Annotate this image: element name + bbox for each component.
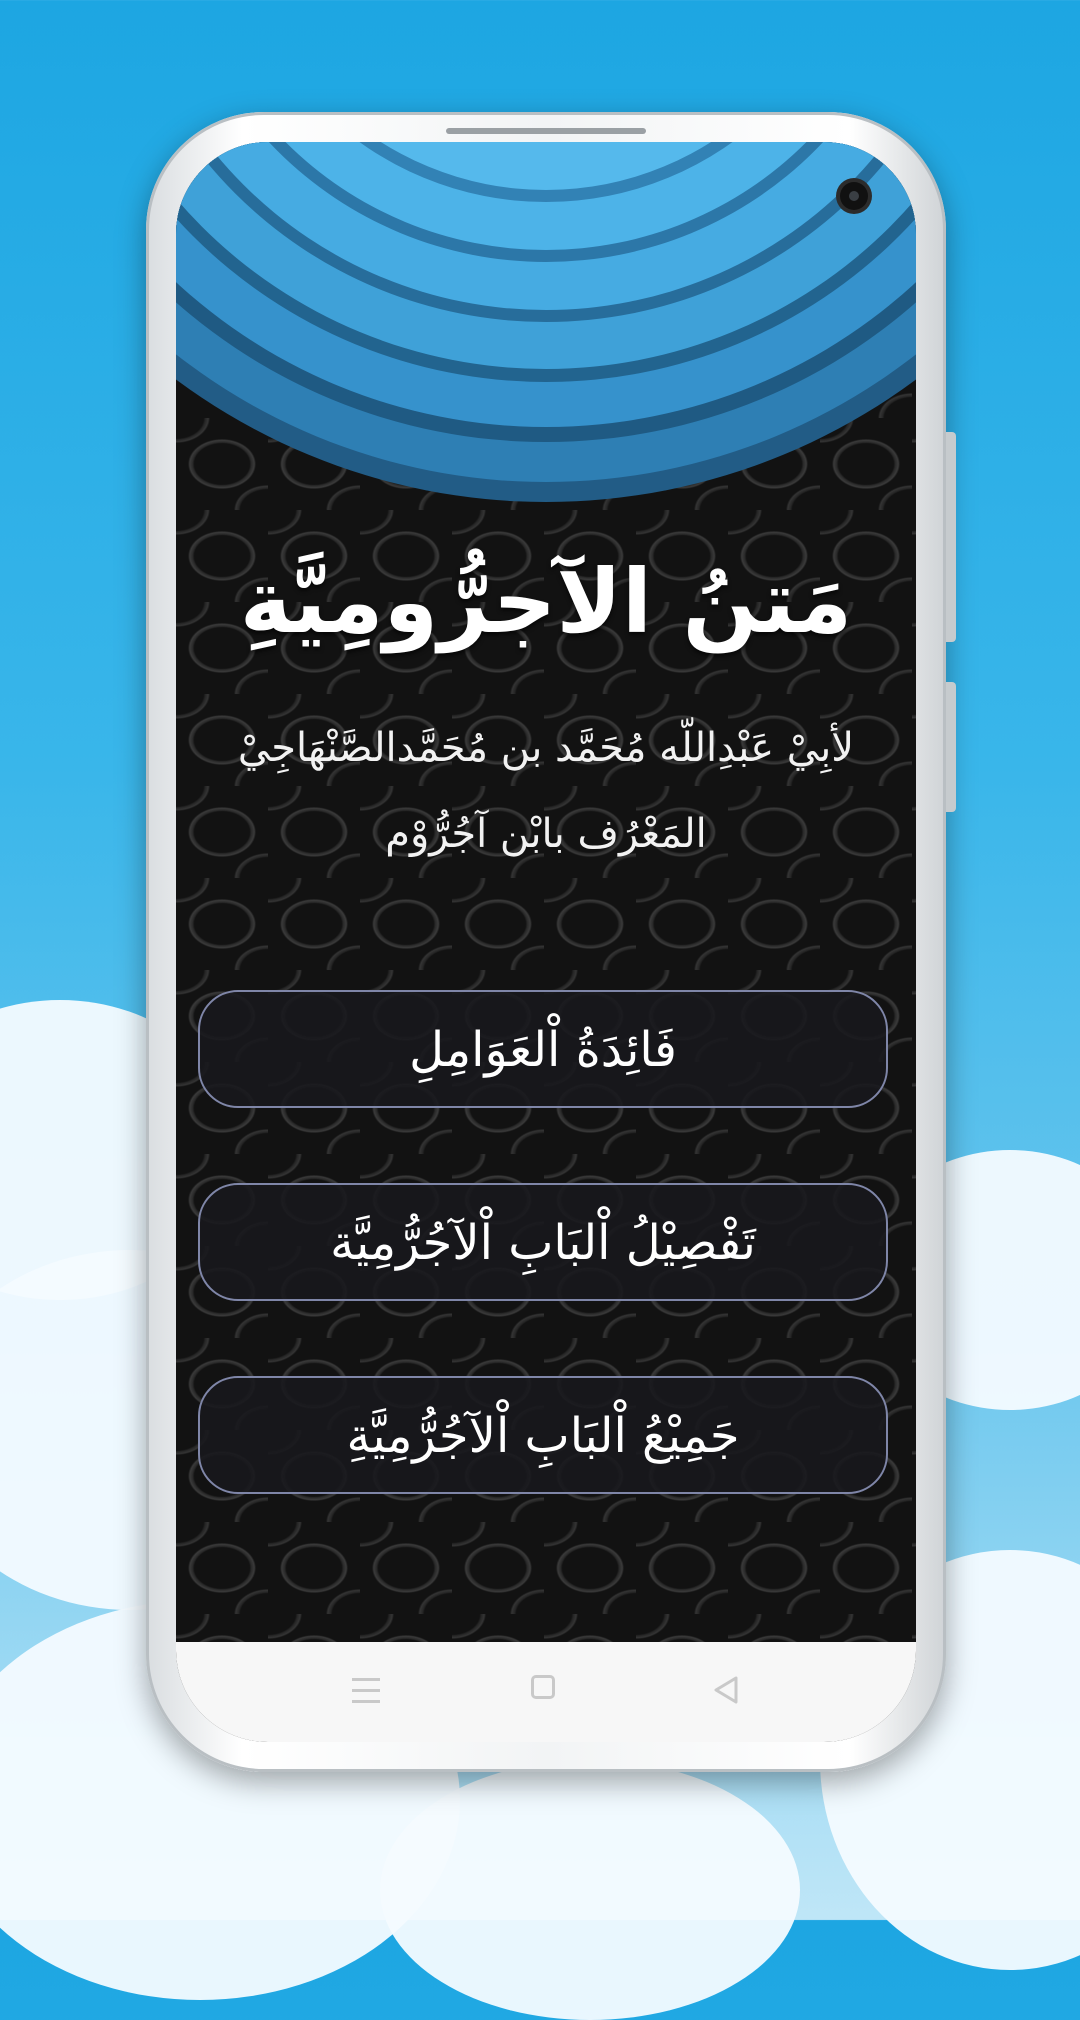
app-screen: [176, 142, 916, 1742]
author-line: لأبِيْ عَبْدِاللّه مُحَمَّد بن مُحَمَّدالصَّنْهَاجِيْ: [237, 725, 855, 771]
author-line: المَعْرُف بابْن آجُرُّوْم: [385, 811, 707, 857]
volume-button: [946, 432, 956, 642]
power-button: [946, 682, 956, 812]
system-navigation-bar: [176, 1642, 916, 1742]
front-camera: [840, 182, 868, 210]
menu-lines-icon[interactable]: [346, 1670, 386, 1710]
header-arcs: [176, 142, 916, 542]
phone-frame: [146, 112, 946, 1772]
menu-button-chapter-details[interactable]: تَفْصِيْلُ اْلبَابِ اْلآجُرُّمِيَّة: [198, 1183, 888, 1301]
speaker-slot: [446, 128, 646, 134]
page-title: مَتنُ الآجرُّومِيَّةِ: [239, 550, 853, 653]
menu-button-all-chapters[interactable]: جَمِيْعُ اْلبَابِ اْلآجُرُّمِيَّةِ: [198, 1376, 888, 1494]
menu-button-benefits[interactable]: فَائِدَةُ اْلعَوَامِلِ: [198, 990, 888, 1108]
back-triangle-icon[interactable]: [706, 1670, 746, 1710]
home-square-icon[interactable]: [526, 1670, 566, 1710]
cloud-decoration: [380, 1760, 800, 2020]
